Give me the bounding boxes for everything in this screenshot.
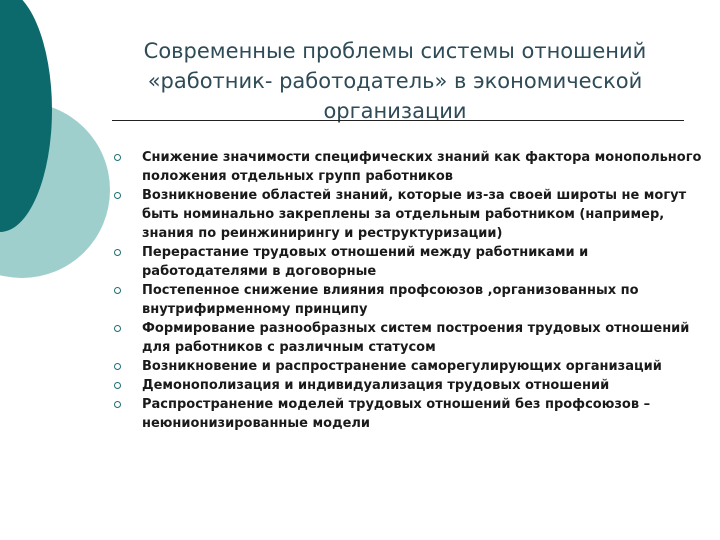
slide-title — [130, 36, 660, 126]
bullet-text: Возникновение областей знаний, которые из-за своей широты не могут быть номинально закреплены за отдельным работником (например, знания по реинжинирингу и реструктуризации) — [142, 188, 687, 241]
bullet-item — [112, 357, 702, 376]
bullet-item — [112, 395, 702, 433]
bullet-item — [112, 148, 702, 186]
circle-bullet-icon — [114, 154, 121, 161]
decorative-circles — [0, 0, 120, 300]
bullet-item — [112, 243, 702, 281]
title-line: Современные проблемы системы отношений — [143, 39, 647, 64]
bullet-item — [112, 186, 702, 243]
bullet-text: Формирование разнообразных систем построения трудовых отношений для работников с различным статусом — [142, 321, 690, 355]
bullet-text: Распространение моделей трудовых отношений без профсоюзов –неюнионизированные модели — [142, 397, 651, 431]
bullet-text: Перерастание трудовых отношений между работниками и работодателями в договорные — [142, 245, 589, 279]
title-line: «работник- работодатель» в экономической — [147, 69, 643, 94]
circle-bullet-icon — [114, 287, 121, 294]
title-line: организации — [323, 99, 467, 124]
circle-bullet-icon — [114, 401, 121, 408]
bullet-text: Снижение значимости специфических знаний как фактора монопольного положения отдельных групп работников — [142, 150, 702, 184]
bullet-text: Демонополизация и индивидуализация трудовых отношений — [142, 378, 610, 393]
circle-bullet-icon — [114, 363, 121, 370]
bullet-text: Возникновение и распространение саморегулирующих организаций — [142, 359, 662, 374]
bullet-item — [112, 319, 702, 357]
circle-bullet-icon — [114, 249, 121, 256]
title-divider — [112, 120, 684, 121]
bullet-text: Постепенное снижение влияния профсоюзов ,организованных по внутрифирменному принципу — [142, 283, 639, 317]
bullet-list — [112, 148, 702, 433]
circle-bullet-icon — [114, 325, 121, 332]
bullet-item — [112, 281, 702, 319]
circle-bullet-icon — [114, 192, 121, 199]
circle-bullet-icon — [114, 382, 121, 389]
bullet-item — [112, 376, 702, 395]
